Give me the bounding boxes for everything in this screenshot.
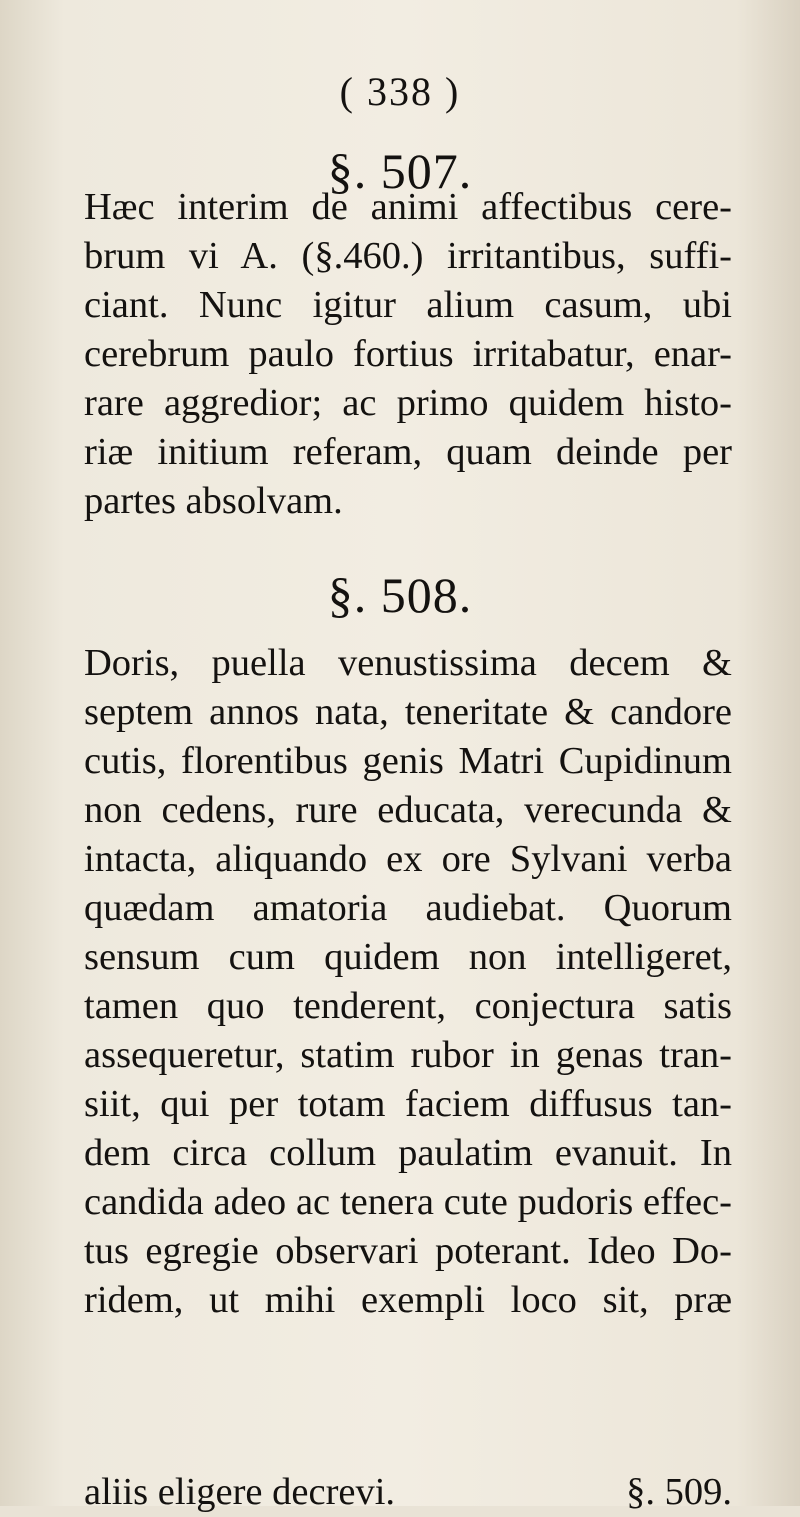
text-line: quædam amatoria audiebat. Quorum	[84, 887, 732, 929]
text-line: ridem, ut mihi exempli loco sit, præ	[84, 1279, 732, 1321]
text-line: assequeretur, statim rubor in genas tran-	[84, 1034, 732, 1076]
section-heading-508: §. 508.	[327, 567, 473, 623]
text-line: ciant. Nunc igitur alium casum, ubi	[84, 284, 732, 326]
catchword: §. 509.	[626, 1471, 732, 1513]
text-line: candida adeo ac tenera cute pudoris effec-	[84, 1181, 732, 1223]
last-text-line: aliis eligere decrevi.	[84, 1471, 396, 1513]
text-line: tus egregie observari poterant. Ideo Do-	[84, 1230, 732, 1272]
text-line: siit, qui per totam faciem diffusus tan-	[84, 1083, 732, 1125]
text-line: cerebrum paulo fortius irritabatur, enar-	[84, 333, 732, 375]
section-heading-507: §. 507.	[327, 143, 473, 199]
text-line: non cedens, rure educata, verecunda &	[84, 789, 732, 831]
text-line: brum vi A. (§.460.) irritantibus, suffi-	[84, 235, 732, 277]
text-line: riæ initium referam, quam deinde per	[84, 431, 732, 473]
text-line: dem circa collum paulatim evanuit. In	[84, 1132, 732, 1174]
text-line: Hæc interim de animi affectibus cere-	[84, 186, 732, 228]
page-number: ( 338 )	[339, 69, 461, 114]
text-line: partes absolvam.	[84, 480, 343, 522]
text-line: intacta, aliquando ex ore Sylvani verba	[84, 838, 732, 880]
text-line: septem annos nata, teneritate & candore	[84, 691, 732, 733]
text-line: cutis, florentibus genis Matri Cupidinum	[84, 740, 732, 782]
paragraph-508	[84, 639, 732, 1325]
text-line: tamen quo tenderent, conjectura satis	[84, 985, 732, 1027]
text-line: rare aggredior; ac primo quidem histo-	[84, 382, 732, 424]
text-line: sensum cum quidem non intelligeret,	[84, 936, 732, 978]
paragraph-507	[84, 183, 732, 526]
text-line: Doris, puella venustissima decem &	[84, 642, 732, 684]
